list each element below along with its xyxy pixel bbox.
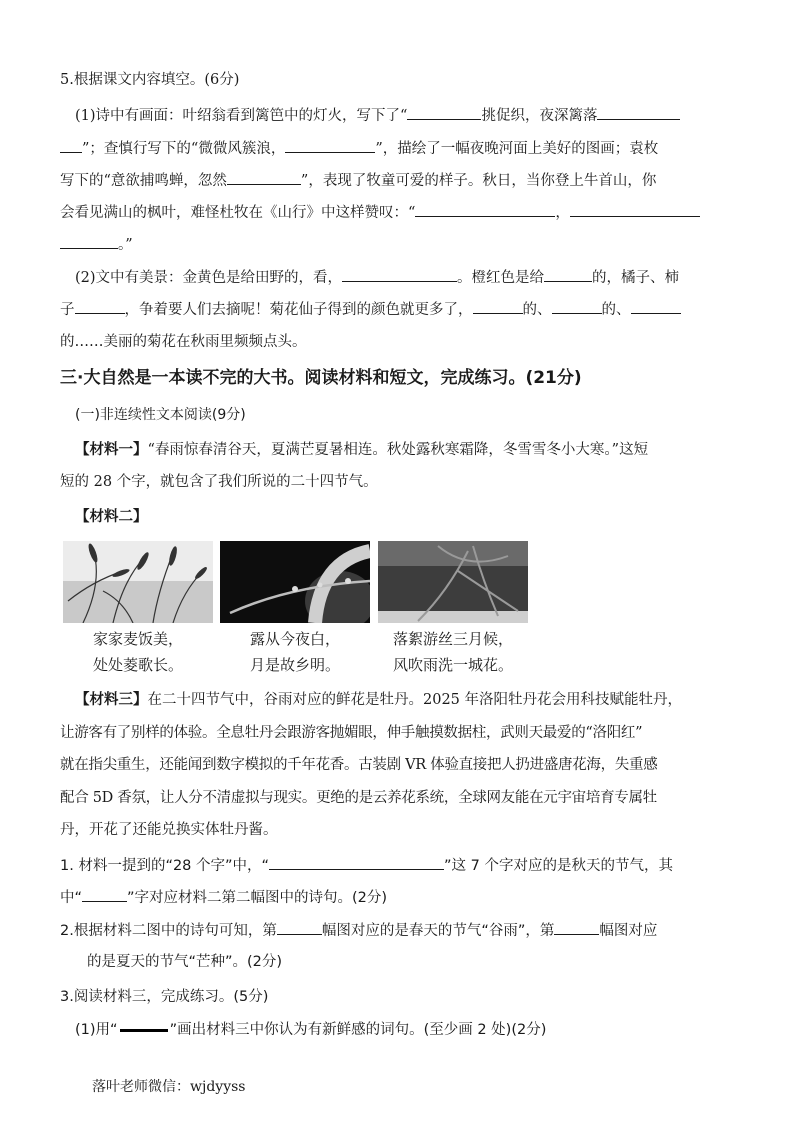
text: 写下的“意欲捕鸣蝉，忽然 <box>60 173 227 189</box>
section-3-heading: 三·大自然是一本读不完的大书。阅读材料和短文，完成练习。(21分) <box>60 368 582 388</box>
q5-part2-line1 <box>75 267 679 288</box>
answer-blank[interactable] <box>285 138 375 153</box>
answer-blank[interactable] <box>269 855 444 870</box>
question-2-line2: 的是夏天的节气“芒种”。(2分) <box>87 954 283 970</box>
wheat-field-picture <box>63 541 213 623</box>
answer-blank[interactable] <box>60 234 118 249</box>
caption-line: 落絮游丝三月候， <box>392 630 513 648</box>
picture-3-caption <box>378 626 528 678</box>
q5-title: 5.根据课文内容填空。(6分) <box>60 72 240 88</box>
text: 子 <box>60 302 75 318</box>
text: 挑促织，夜深篱落 <box>481 108 598 124</box>
text: 1. 材料一提到的“28 个字”中，“ <box>60 858 270 874</box>
answer-blank[interactable] <box>631 299 681 314</box>
text: ”；查慎行写下的“微微风簇浪， <box>82 141 286 157</box>
q5-part1-line2 <box>60 138 658 159</box>
material3-line1 <box>75 690 682 710</box>
answer-blank[interactable] <box>277 920 322 935</box>
q5-part1-line4 <box>60 202 700 223</box>
answer-blank[interactable] <box>552 299 602 314</box>
answer-blank[interactable] <box>473 299 523 314</box>
answer-blank[interactable] <box>597 105 680 120</box>
answer-blank[interactable] <box>82 887 127 902</box>
answer-blank[interactable] <box>570 202 700 217</box>
caption-line: 家家麦饭美， <box>92 630 183 648</box>
caption-line: 露从今夜白， <box>249 630 340 648</box>
answer-blank[interactable] <box>227 170 301 185</box>
text: ”，描绘了一幅夜晚河面上美好的图画；袁枚 <box>375 141 659 157</box>
q5-part1-line1 <box>75 105 680 126</box>
question-2-line1 <box>60 920 657 941</box>
answer-blank[interactable] <box>544 267 592 282</box>
text: 。橙红色是给 <box>457 270 545 286</box>
text: 2.根据材料二图中的诗句可知，第 <box>60 923 277 939</box>
material1-line1 <box>75 440 648 460</box>
material3-line4: 配合 5D 香氛，让人分不清虚拟与现实。更绝的是云养花系统，全球网友能在元宇宙培育专属牡 <box>60 790 657 806</box>
section-3-part1-heading: (一)非连续性文本阅读(9分) <box>75 407 246 423</box>
text: 幅图对应的是春天的节气“谷雨”，第 <box>321 923 555 939</box>
text: “春雨惊春清谷天，夏满芒夏暑相连。秋处露秋寒霜降，冬雪雪冬小大寒。”这短 <box>147 442 649 458</box>
text: (1)诗中有画面：叶绍翁看到篱笆中的灯火，写下了“ <box>75 108 408 124</box>
q5-part2-line3: 的……美丽的菊花在秋雨里频频点头。 <box>60 334 307 350</box>
text: ，争着要人们去摘呢！菊花仙子得到的颜色就更多了， <box>124 302 473 318</box>
question-3-part1 <box>75 1020 546 1040</box>
answer-blank[interactable] <box>415 202 555 217</box>
material3-line3: 就在指尖重生，还能闻到数字模拟的千年花香。古装剧 VR 体验直接把人扔进盛唐花海，失重感 <box>60 757 658 773</box>
text: (1)用“ <box>75 1022 118 1038</box>
caption-line: 处处菱歌长。 <box>92 656 183 674</box>
material3-tag: 【材料三】 <box>75 692 148 708</box>
q5-part1-line5 <box>60 234 133 255</box>
question-1-line2 <box>60 887 387 908</box>
caption-line: 月是故乡明。 <box>249 656 340 674</box>
material3-line5: 丹，开花了还能兑换实体牡丹酱。 <box>60 822 278 838</box>
text: 的、 <box>522 302 552 318</box>
material2-tag: 【材料二】 <box>75 509 148 525</box>
text: 幅图对应 <box>599 923 658 939</box>
text: 。” <box>118 237 133 253</box>
answer-blank[interactable] <box>75 299 125 314</box>
answer-blank[interactable] <box>554 920 599 935</box>
text: ”画出材料三中你认为有新鲜感的词句。(至少画 2 处)(2分) <box>169 1022 547 1038</box>
text: ”这 7 个字对应的是秋天的节气，其 <box>444 858 674 874</box>
answer-blank[interactable] <box>60 138 82 153</box>
picture-1-caption <box>63 626 213 678</box>
answer-blank[interactable] <box>342 267 457 282</box>
text: 会看见满山的枫叶，难怪杜牧在《山行》中这样赞叹：“ <box>60 205 416 221</box>
text: 中“ <box>60 890 83 906</box>
material1-tag: 【材料一】 <box>75 442 148 458</box>
answer-blank[interactable] <box>407 105 481 120</box>
underline-mark-icon <box>120 1029 168 1032</box>
material1-line2: 短的 28 个字，就包含了我们所说的二十四节气。 <box>60 474 378 490</box>
dew-on-grass-picture <box>220 541 370 623</box>
caption-line: 风吹雨洗一城花。 <box>392 656 513 674</box>
willow-branches-picture <box>378 541 528 623</box>
footer-contact: 落叶老师微信：wjdyyss <box>92 1079 246 1095</box>
question-3-title: 3.阅读材料三，完成练习。(5分) <box>60 989 269 1005</box>
q5-part2-line2 <box>60 299 681 320</box>
text: 的、 <box>601 302 631 318</box>
text: ”，表现了牧童可爱的样子。秋日，当你登上牛首山，你 <box>300 173 657 189</box>
text: 在二十四节气中，谷雨对应的鲜花是牡丹。2025 年洛阳牡丹花会用科技赋能牡丹， <box>147 692 683 708</box>
text: ”字对应材料二第二幅图中的诗句。(2分) <box>127 890 388 906</box>
material3-line2: 让游客有了别样的体验。全息牡丹会跟游客抛媚眼，伸手触摸数据柱，武则天最爱的“洛阳红” <box>60 725 643 741</box>
text: (2)文中有美景：金黄色是给田野的，看， <box>75 270 343 286</box>
question-1-line1 <box>60 855 673 876</box>
q5-part1-line3 <box>60 170 656 191</box>
text: ， <box>555 205 570 221</box>
picture-2-caption <box>220 626 370 678</box>
text: 的，橘子、柿 <box>592 270 680 286</box>
